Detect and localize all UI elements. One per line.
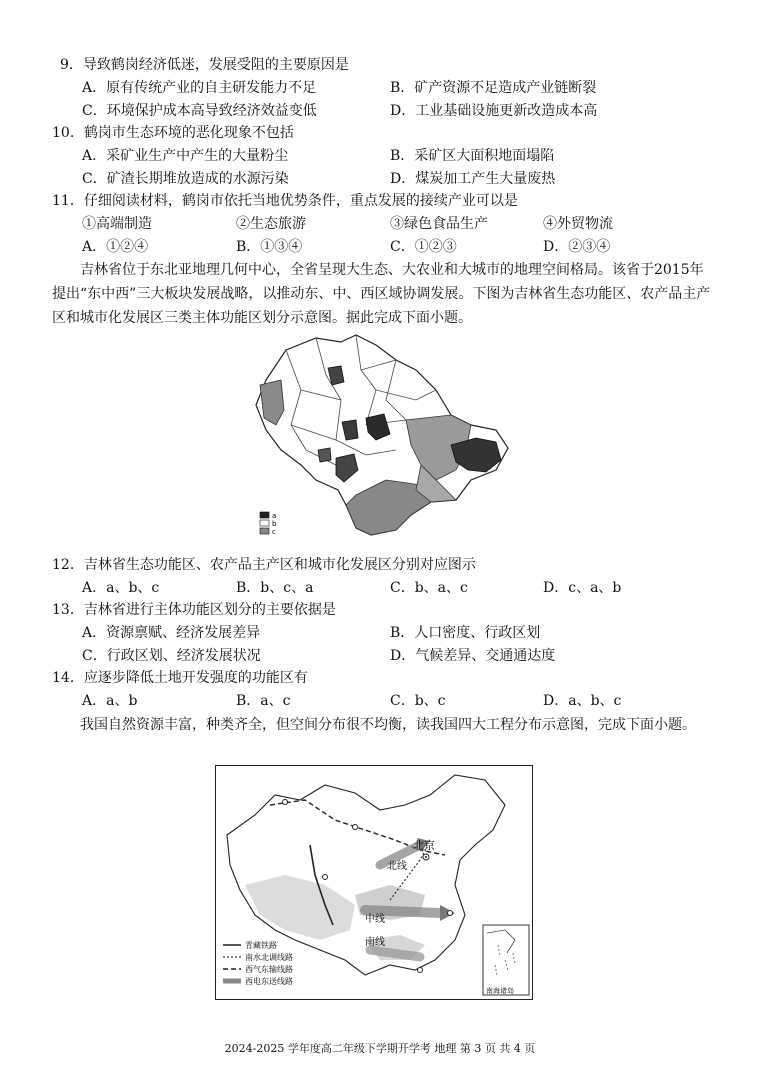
q11-option-a[interactable]: A．①②④ bbox=[82, 239, 149, 255]
station-marker bbox=[323, 875, 328, 880]
page-footer: 2024-2025 学年度高二年级下学期开学考 地理 第 3 页 共 4 页 bbox=[224, 1042, 536, 1055]
q10-option-a[interactable]: A．采矿业生产中产生的大量粉尘 bbox=[82, 148, 289, 164]
power-central-arrow bbox=[365, 910, 440, 913]
q9-option-c[interactable]: C．环境保护成本高导致经济效益变低 bbox=[82, 103, 317, 119]
q10-option-b[interactable]: B．采矿区大面积地面塌陷 bbox=[390, 148, 555, 164]
legend-swatch-b bbox=[260, 520, 269, 526]
legend-label-c: c bbox=[272, 528, 276, 536]
legend-label-b: b bbox=[272, 520, 277, 528]
q11-item-4: ④外贸物流 bbox=[543, 216, 613, 232]
q11-stem bbox=[52, 192, 518, 210]
label-central-line: 中线 bbox=[365, 914, 385, 925]
q13-option-d[interactable]: D．气候差异、交通通达度 bbox=[390, 648, 556, 664]
q14-text: 应逐步降低土地开发强度的功能区有 bbox=[83, 670, 308, 686]
q13-option-b[interactable]: B．人口密度、行政区划 bbox=[390, 625, 541, 641]
q11-text: 仔细阅读材料，鹤岗市依托当地优势条件，重点发展的接续产业可以是 bbox=[83, 193, 518, 209]
jilin-zone-map bbox=[246, 330, 512, 545]
q11-option-b[interactable]: B．①③④ bbox=[236, 239, 303, 255]
q10-stem bbox=[52, 124, 294, 142]
q14-num: 14． bbox=[52, 670, 84, 686]
zone-a-west bbox=[318, 448, 331, 462]
q9-text: 导致鹤岗经济低迷，发展受阻的主要原因是 bbox=[82, 57, 349, 73]
q14-stem bbox=[52, 669, 308, 687]
q12-option-c[interactable]: C．b、a、c bbox=[390, 580, 468, 596]
q12-option-b[interactable]: B．b、c、a bbox=[236, 580, 314, 596]
legend-label-a: a bbox=[272, 512, 277, 520]
q11-num: 11． bbox=[52, 193, 84, 209]
station-marker bbox=[283, 800, 288, 805]
q11-item-3: ③绿色食品生产 bbox=[390, 216, 488, 232]
q12-option-a[interactable]: A．a、b、c bbox=[82, 580, 160, 596]
q12-num: 12． bbox=[52, 557, 84, 573]
q10-text: 鹤岗市生态环境的恶化现象不包括 bbox=[83, 125, 294, 141]
q9-option-d[interactable]: D．工业基础设施更新改造成本高 bbox=[390, 103, 598, 119]
q12-stem bbox=[52, 556, 476, 574]
q13-stem bbox=[52, 601, 336, 619]
q9-stem bbox=[60, 56, 349, 74]
station-marker bbox=[353, 825, 358, 830]
china-projects-map bbox=[215, 765, 533, 1000]
q14-option-a[interactable]: A．a、b bbox=[82, 693, 138, 709]
q13-option-c[interactable]: C．行政区划、经济发展状况 bbox=[82, 648, 261, 664]
label-beijing: 北京 bbox=[413, 839, 435, 852]
label-south-line: 南线 bbox=[365, 937, 385, 948]
legend-swatch-c bbox=[260, 528, 269, 534]
q10-num: 10． bbox=[52, 125, 84, 141]
q10-option-d[interactable]: D．煤炭加工产生大量废热 bbox=[390, 171, 556, 187]
q9-option-b[interactable]: B．矿产资源不足造成产业链断裂 bbox=[390, 80, 597, 96]
q9-num: 9． bbox=[60, 57, 83, 73]
q11-option-d[interactable]: D．②③④ bbox=[543, 239, 611, 255]
station-marker bbox=[448, 911, 453, 916]
legend-water-label: 南水北调线路 bbox=[245, 953, 293, 962]
station-marker bbox=[418, 968, 423, 973]
q12-option-d[interactable]: D．c、a、b bbox=[543, 580, 622, 596]
legend-railway-label: 青藏铁路 bbox=[245, 941, 277, 950]
legend-power-label: 西电东送线路 bbox=[245, 977, 293, 986]
q10-option-c[interactable]: C．矿渣长期堆放造成的水源污染 bbox=[82, 171, 289, 187]
q14-option-c[interactable]: C．b、c bbox=[390, 693, 446, 709]
q11-item-1: ①高端制造 bbox=[82, 216, 152, 232]
passage-china-projects: 我国自然资源丰富，种类齐全，但空间分布很不均衡，读我国四大工程分布示意图，完成下面小题。 bbox=[80, 717, 696, 733]
q12-text: 吉林省生态功能区、农产品主产区和城市化发展区分别对应图示 bbox=[83, 557, 476, 573]
q14-option-b[interactable]: B．a、c bbox=[236, 693, 291, 709]
q11-option-c[interactable]: C．①②③ bbox=[390, 239, 457, 255]
inset-label: 南海诸岛 bbox=[486, 987, 514, 995]
q14-option-d[interactable]: D．a、b、c bbox=[543, 693, 622, 709]
q9-option-a[interactable]: A．原有传统产业的自主研发能力不足 bbox=[82, 80, 317, 96]
q11-item-2: ②生态旅游 bbox=[236, 216, 306, 232]
q13-option-a[interactable]: A．资源禀赋、经济发展差异 bbox=[82, 625, 261, 641]
beijing-dot bbox=[425, 856, 427, 858]
south-china-sea-inset bbox=[483, 925, 529, 995]
legend-gas-label: 西气东输线路 bbox=[245, 965, 293, 974]
legend-swatch-a bbox=[260, 512, 269, 518]
q13-text: 吉林省进行主体功能区划分的主要依据是 bbox=[83, 602, 336, 618]
passage-jilin: 吉林省位于东北亚地理几何中心，全省呈现大生态、大农业和大城市的地理空间格局。该省于2015年提出“东中西”三大板块发展战略，以推动东、中、西区域协调发展。下图为吉林省生态功能区、农产品主产区和城市化发展区三类主体功能区划分示意图。据此完成下面小题。 bbox=[52, 262, 711, 326]
q13-num: 13． bbox=[52, 602, 84, 618]
label-north-line: 北线 bbox=[387, 861, 407, 872]
